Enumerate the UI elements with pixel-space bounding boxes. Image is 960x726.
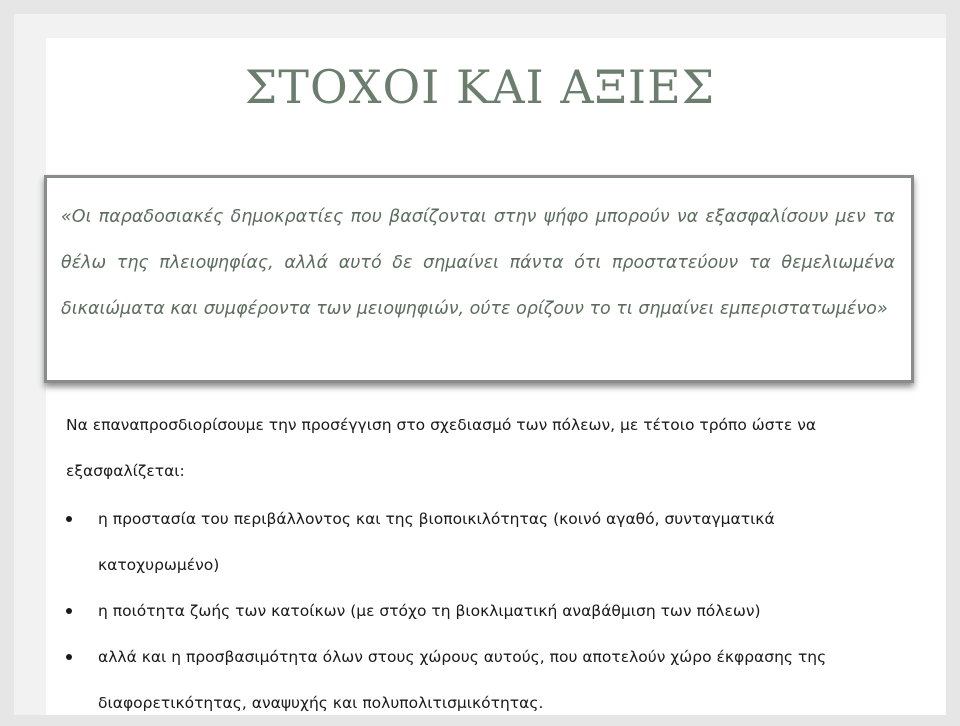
- bullet-text: η προστασία του περιβάλλοντος και της βιοποικιλότητας (κοινό αγαθό, συνταγματικά κατοχυρωμένο): [98, 510, 775, 574]
- intro-text: Να επαναπροσδιορίσουμε την προσέγγιση στο σχεδιασμό των πόλεων, με τέτοιο τρόπο ώστε να εξασφαλίζεται:: [66, 416, 817, 480]
- bullet-text: αλλά και η προσβασιμότητα όλων στους χώρους αυτούς, που αποτελούν χώρο έκφρασης της διαφορετικότητας, αναψυχής και πολυπολιτισμικότητας.: [98, 648, 827, 712]
- body-text: [66, 402, 896, 726]
- bullet-item: [66, 588, 896, 634]
- bullet-dot-icon: [66, 608, 72, 614]
- bullet-text: η ποιότητα ζωής των κατοίκων (με στόχο τη βιοκλιματική αναβάθμιση των πόλεων): [98, 602, 761, 620]
- quote-box: [44, 175, 914, 383]
- quote-text: «Οι παραδοσιακές δημοκρατίες που βασίζονται στην ψήφο μπορούν να εξασφαλίσουν μεν τα θέλω της πλειοψηφίας, αλλά αυτό δε σημαίνει πάντα ότι προστατεύουν τα θεμελιωμένα δικαιώματα και συμφέροντα των μειοψηφιών, ούτε ορίζουν το τι σημαίνει εμπεριστατωμένο»: [61, 207, 895, 319]
- slide-title: ΣΤΟΧΟΙ ΚΑΙ ΑΞΙΕΣ: [244, 60, 716, 114]
- bullet-item: [66, 634, 896, 726]
- bullet-item: [66, 496, 896, 588]
- bullet-dot-icon: [66, 516, 72, 522]
- bullet-list: [66, 496, 896, 726]
- bullet-dot-icon: [66, 654, 72, 660]
